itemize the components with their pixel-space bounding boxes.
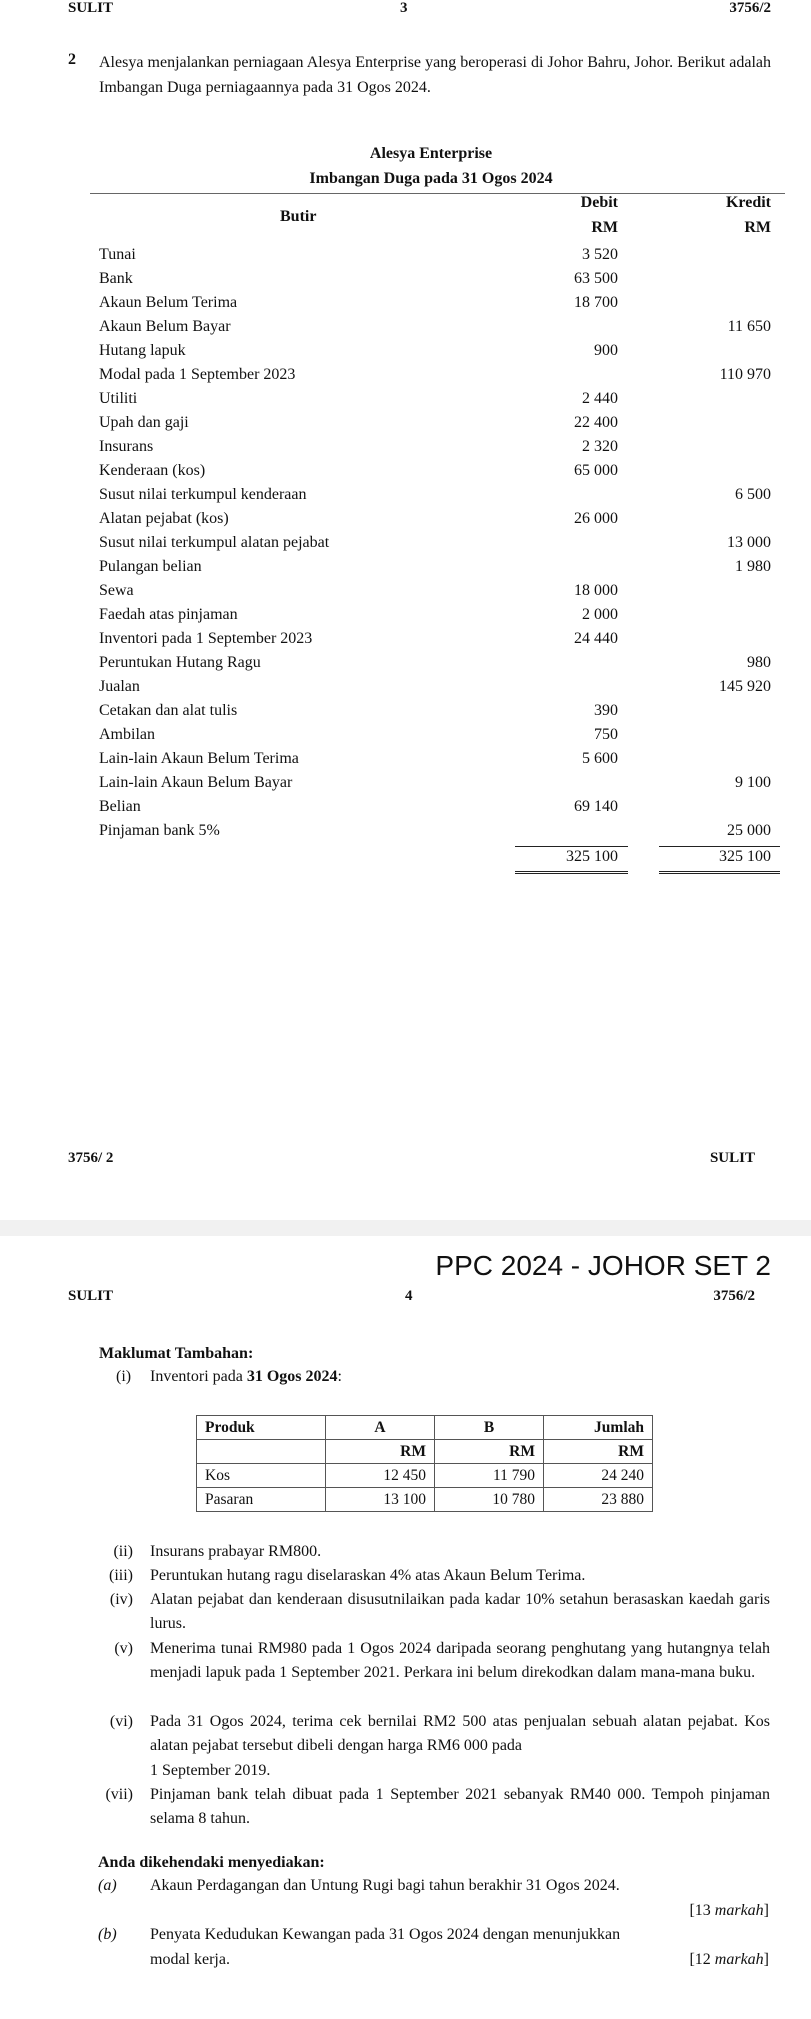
row-item: Kenderaan (kos) — [99, 462, 206, 479]
row-debit: 750 — [594, 726, 618, 743]
table-row — [0, 339, 811, 363]
header-cell: B — [435, 1416, 544, 1440]
row-item: Susut nilai terkumpul kenderaan — [99, 486, 307, 503]
item-number: (iii) — [109, 1567, 133, 1584]
row-debit: 69 140 — [574, 798, 618, 815]
table-row — [0, 627, 811, 651]
row-item: Modal pada 1 September 2023 — [99, 366, 296, 383]
question-text: Alesya menjalankan perniagaan Alesya Enterprise yang beroperasi di Johor Bahru, Johor. Berikut adalah Imbangan Duga perniagaannya pada 31 Ogos 2024. — [99, 54, 771, 96]
task-label-a: (a) — [98, 1877, 117, 1894]
row-debit: 5 600 — [582, 750, 618, 767]
header-page-number: 3 — [400, 0, 408, 16]
item-text: Inventori pada — [150, 1368, 247, 1385]
marks-bracket: ] — [763, 1951, 769, 1968]
credit-subtotal-rule — [659, 846, 780, 847]
row-credit: 11 650 — [727, 318, 771, 335]
row-debit: 22 400 — [574, 414, 618, 431]
row-item: Insurans — [99, 438, 154, 455]
row-debit: 26 000 — [574, 510, 618, 527]
debit-subtotal-rule — [515, 846, 628, 847]
row-item: Lain-lain Akaun Belum Terima — [99, 750, 299, 767]
cell: 10 780 — [435, 1488, 544, 1512]
row-debit: 18 700 — [574, 294, 618, 311]
row-item: Pulangan belian — [99, 558, 202, 575]
cell: 11 790 — [435, 1464, 544, 1488]
table-row — [0, 387, 811, 411]
table-unit-row — [197, 1440, 653, 1464]
unit-cell — [197, 1440, 326, 1464]
col-header-debit-rm: RM — [591, 219, 618, 236]
table-row — [0, 771, 811, 795]
header-cell: Produk — [197, 1416, 326, 1440]
item-text-part: 1 September 2019. — [150, 1761, 271, 1779]
item-date: 31 Ogos 2024 — [246, 1368, 338, 1385]
item-text: Peruntukan hutang ragu diselaraskan 4% atas Akaun Belum Terima. — [150, 1567, 586, 1584]
col-header-butir: Butir — [280, 208, 317, 225]
table-row — [0, 411, 811, 435]
row-debit: 3 520 — [582, 246, 618, 263]
marks-word: markah — [714, 1951, 764, 1968]
footer-sulit: SULIT — [709, 1150, 755, 1166]
debit-total: 325 100 — [566, 848, 618, 865]
item-text: Pinjaman bank telah dibuat pada 1 September 2021 sebanyak RM40 000. Tempoh pinjaman selama 8 tahun. — [150, 1786, 770, 1828]
header-cell: Jumlah — [544, 1416, 653, 1440]
row-item: Lain-lain Akaun Belum Bayar — [99, 774, 293, 791]
row-item: Bank — [99, 270, 133, 287]
cell: 24 240 — [544, 1464, 653, 1488]
item-text: Insurans prabayar RM800. — [150, 1543, 322, 1560]
task-text-b: Penyata Kedudukan Kewangan pada 31 Ogos 2024 dengan menunjukkan — [150, 1926, 621, 1943]
cell: Kos — [197, 1464, 326, 1488]
row-item: Faedah atas pinjaman — [99, 606, 238, 623]
row-item: Susut nilai terkumpul alatan pejabat — [99, 534, 330, 551]
table-row — [0, 507, 811, 531]
credit-total: 325 100 — [719, 848, 771, 865]
row-item: Cetakan dan alat tulis — [99, 702, 238, 719]
inventory-table — [196, 1415, 653, 1512]
item-number: (ii) — [113, 1543, 133, 1560]
table-row — [0, 699, 811, 723]
item-number: (vii) — [105, 1786, 133, 1803]
debit-total-double-rule — [515, 871, 628, 874]
row-credit: 25 000 — [727, 822, 771, 839]
table-row — [0, 555, 811, 579]
row-item: Upah dan gaji — [99, 414, 189, 431]
col-header-kredit-rm: RM — [744, 219, 771, 236]
col-header-debit: Debit — [580, 194, 618, 211]
table-row — [0, 747, 811, 771]
task-text-a: Akaun Perdagangan dan Untung Rugi bagi tahun berakhir 31 Ogos 2024. — [150, 1877, 620, 1894]
unit-cell: RM — [544, 1440, 653, 1464]
table-row — [0, 723, 811, 747]
table-top-rule — [90, 193, 785, 194]
row-debit: 18 000 — [574, 582, 618, 599]
table-row — [0, 459, 811, 483]
row-debit: 65 000 — [574, 462, 618, 479]
task-text-b-cont: modal kerja. — [150, 1951, 230, 1968]
unit-cell: RM — [435, 1440, 544, 1464]
item-text-part: Pada 31 Ogos 2024, terima cek bernilai RM2 500 atas penjualan sebuah alatan pejabat. Kos alatan pejabat tersebut dibeli dengan harga RM6 000 pada — [150, 1713, 770, 1755]
marks-a — [689, 1902, 769, 1920]
row-credit: 1 980 — [735, 558, 771, 575]
marks-bracket: ] — [763, 1902, 769, 1919]
table-header-row — [197, 1416, 653, 1440]
header-page-number: 4 — [405, 1288, 413, 1304]
row-debit: 2 440 — [582, 390, 618, 407]
item-number: (v) — [114, 1640, 133, 1657]
marks-number: [12 — [689, 1951, 715, 1968]
table-row — [0, 267, 811, 291]
row-item: Tunai — [99, 246, 136, 263]
item-text: Alatan pejabat dan kenderaan disusutnilaikan pada kadar 10% setahun berasaskan kaedah garis lurus. — [150, 1591, 770, 1633]
table-row — [0, 483, 811, 507]
row-credit: 110 970 — [719, 366, 771, 383]
page-separator — [0, 1220, 811, 1236]
item-text: Menerima tunai RM980 pada 1 Ogos 2024 daripada seorang penghutang yang hutangnya telah menjadi lapuk pada 1 September 2021. Perkara ini belum direkodkan dalam mana-mana buku. — [150, 1640, 770, 1682]
row-debit: 24 440 — [574, 630, 618, 647]
table-row — [0, 603, 811, 627]
header-sulit: SULIT — [68, 0, 114, 16]
row-item: Jualan — [99, 678, 140, 695]
table-row — [0, 291, 811, 315]
header-sulit: SULIT — [68, 1288, 114, 1304]
cell: 13 100 — [326, 1488, 435, 1512]
statement-title: Imbangan Duga pada 31 Ogos 2024 — [309, 170, 553, 187]
row-item: Pinjaman bank 5% — [99, 822, 220, 839]
table-row — [0, 531, 811, 555]
table-row — [0, 651, 811, 675]
cell: Pasaran — [197, 1488, 326, 1512]
row-credit: 9 100 — [735, 774, 771, 791]
row-credit: 6 500 — [735, 486, 771, 503]
footer-paper-code: 3756/ 2 — [68, 1150, 114, 1166]
row-item: Inventori pada 1 September 2023 — [99, 630, 313, 647]
row-credit: 145 920 — [719, 678, 771, 695]
table-row — [197, 1464, 653, 1488]
company-name: Alesya Enterprise — [369, 145, 493, 162]
item-number: (iv) — [109, 1591, 133, 1608]
info-heading: Maklumat Tambahan: — [99, 1345, 254, 1362]
item-text — [150, 1710, 770, 1783]
row-item: Ambilan — [99, 726, 155, 743]
table-row — [197, 1488, 653, 1512]
row-debit: 390 — [594, 702, 618, 719]
table-row — [0, 435, 811, 459]
table-row — [0, 819, 811, 843]
table-row — [0, 795, 811, 819]
item-number: (i) — [116, 1368, 132, 1385]
row-item: Alatan pejabat (kos) — [99, 510, 229, 527]
row-item: Belian — [99, 798, 141, 815]
cell: 12 450 — [326, 1464, 435, 1488]
task-label-b: (b) — [98, 1926, 117, 1943]
row-credit: 980 — [747, 654, 771, 671]
table-row — [0, 675, 811, 699]
question-number: 2 — [68, 51, 76, 68]
row-item: Sewa — [99, 582, 134, 599]
watermark-title: PPC 2024 - JOHOR SET 2 — [435, 1250, 771, 1281]
marks-word: markah — [714, 1902, 764, 1919]
task-heading: Anda dikehendaki menyediakan: — [98, 1854, 325, 1871]
table-row — [0, 243, 811, 267]
row-item: Peruntukan Hutang Ragu — [99, 654, 261, 671]
item-number: (vi) — [109, 1713, 133, 1730]
row-item: Akaun Belum Bayar — [99, 318, 231, 335]
row-item: Akaun Belum Terima — [99, 294, 238, 311]
row-item: Hutang lapuk — [99, 342, 186, 359]
item-colon: : — [337, 1368, 342, 1385]
marks-b — [689, 1951, 769, 1969]
marks-number: [13 — [689, 1902, 715, 1919]
header-cell: A — [326, 1416, 435, 1440]
col-header-kredit: Kredit — [725, 194, 771, 211]
table-row — [0, 363, 811, 387]
header-paper-code: 3756/2 — [713, 1288, 755, 1304]
table-row — [0, 315, 811, 339]
item-i-text — [150, 1368, 342, 1386]
row-debit: 63 500 — [574, 270, 618, 287]
header-paper-code: 3756/2 — [729, 0, 771, 16]
row-debit: 2 000 — [582, 606, 618, 623]
row-item: Utiliti — [99, 390, 138, 407]
table-row — [0, 579, 811, 603]
credit-total-double-rule — [659, 871, 780, 874]
unit-cell: RM — [326, 1440, 435, 1464]
cell: 23 880 — [544, 1488, 653, 1512]
row-credit: 13 000 — [727, 534, 771, 551]
row-debit: 2 320 — [582, 438, 618, 455]
row-debit: 900 — [594, 342, 618, 359]
